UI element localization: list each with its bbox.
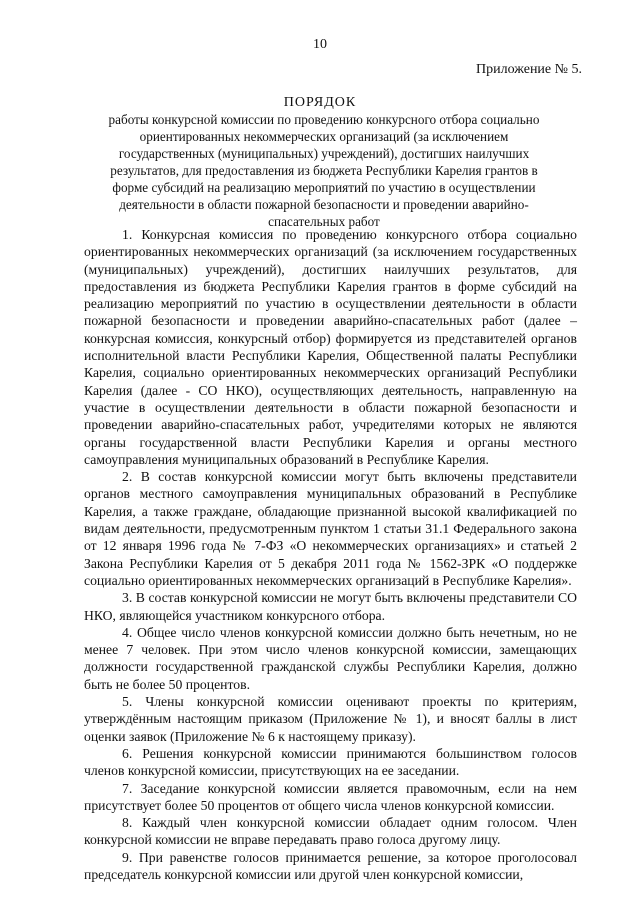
paragraph-8: 8. Каждый член конкурсной комиссии обладает одним голосом. Член конкурсной комиссии не вправе передавать право голоса другому лицу. [84,815,577,848]
paragraph-1: 1. Конкурсная комиссия по проведению конкурсного отбора социально ориентированных некоммерческих организаций (за исключением государственных (муниципальных) учреждений), достигших наилучших результатов, для предоставления из бюджета Республики Карелия грантов в форме субсидий на реализацию мероприятий по участию в осуществлении деятельности в области пожарной безопасности и проведении аварийно-спасательных работ (далее – конкурсная комиссия, конкурсный отбор) формируется из представителей органов исполнительной власти Республики Карелия, Общественной палаты Республики Карелия, социально ориентированных некоммерческих организаций Республики Карелия (далее - СО НКО), осуществляющих деятельность, направленную на участие в осуществлении деятельности в области пожарной безопасности и проведении аварийно-спасательных работ, учредителями которых не являются органы государственной власти Республики Карелия и органы местного самоуправления муниципальных образований в Республике Карелия. [84,227,577,467]
document-body [84,226,577,883]
paragraph-7: 7. Заседание конкурсной комиссии является правомочным, если на нем присутствует более 50 процентов от общего числа членов конкурсной комиссии. [84,780,577,813]
page-number: 10 [313,37,327,52]
paragraph-2: 2. В состав конкурсной комиссии могут быть включены представители органов местного самоуправления муниципальных образований в Республике Карелия, а также граждане, обладающие признанной высокой квалификацией по видам деятельности, предусмотренным пунктом 1 статьи 31.1 Федерального закона от 12 января 1996 года № 7-ФЗ «О некоммерческих организациях» и статьей 2 Закона Республики Карелия от 5 декабря 2011 года № 1562-ЗРК «О поддержке социально ориентированных некоммерческих организаций в Республике Карелия». [84,469,577,588]
paragraph-9: 9. При равенстве голосов принимается решение, за которое проголосовал председатель конкурсной комиссии или другой член конкурсной комиссии, [84,849,577,882]
paragraph-3: 3. В состав конкурсной комиссии не могут быть включены представители СО НКО, являющейся участником конкурсного отбора. [84,590,577,623]
paragraph-4: 4. Общее число членов конкурсной комиссии должно быть нечетным, но не менее 7 человек. При этом число членов конкурсной комиссии, замещающих должности государственной гражданской службы Республики Карелия, должно быть не более 50 процентов. [84,624,577,692]
paragraph-5: 5. Члены конкурсной комиссии оценивают проекты по критериям, утверждённым настоящим приказом (Приложение № 1), и вносят баллы в лист оценки заявок (Приложение № 6 к настоящему приказу). [84,694,577,744]
appendix-label: Приложение № 5. [476,62,582,77]
document-subtitle: работы конкурсной комиссии по проведению конкурсного отбора социально ориентированных некоммерческих организаций (за исключением государственных (муниципальных) учреждений), достигших наилучших результатов, для предоставления из бюджета Республики Карелия грантов в форме субсидий на реализацию мероприятий по участию в осуществлении деятельности в области пожарной безопасности и проведении аварийно-спасательных работ [108,112,540,229]
paragraph-6: 6. Решения конкурсной комиссии принимаются большинством голосов членов конкурсной комиссии, присутствующих на ее заседании. [84,745,577,779]
document-title: ПОРЯДОК [283,95,357,110]
